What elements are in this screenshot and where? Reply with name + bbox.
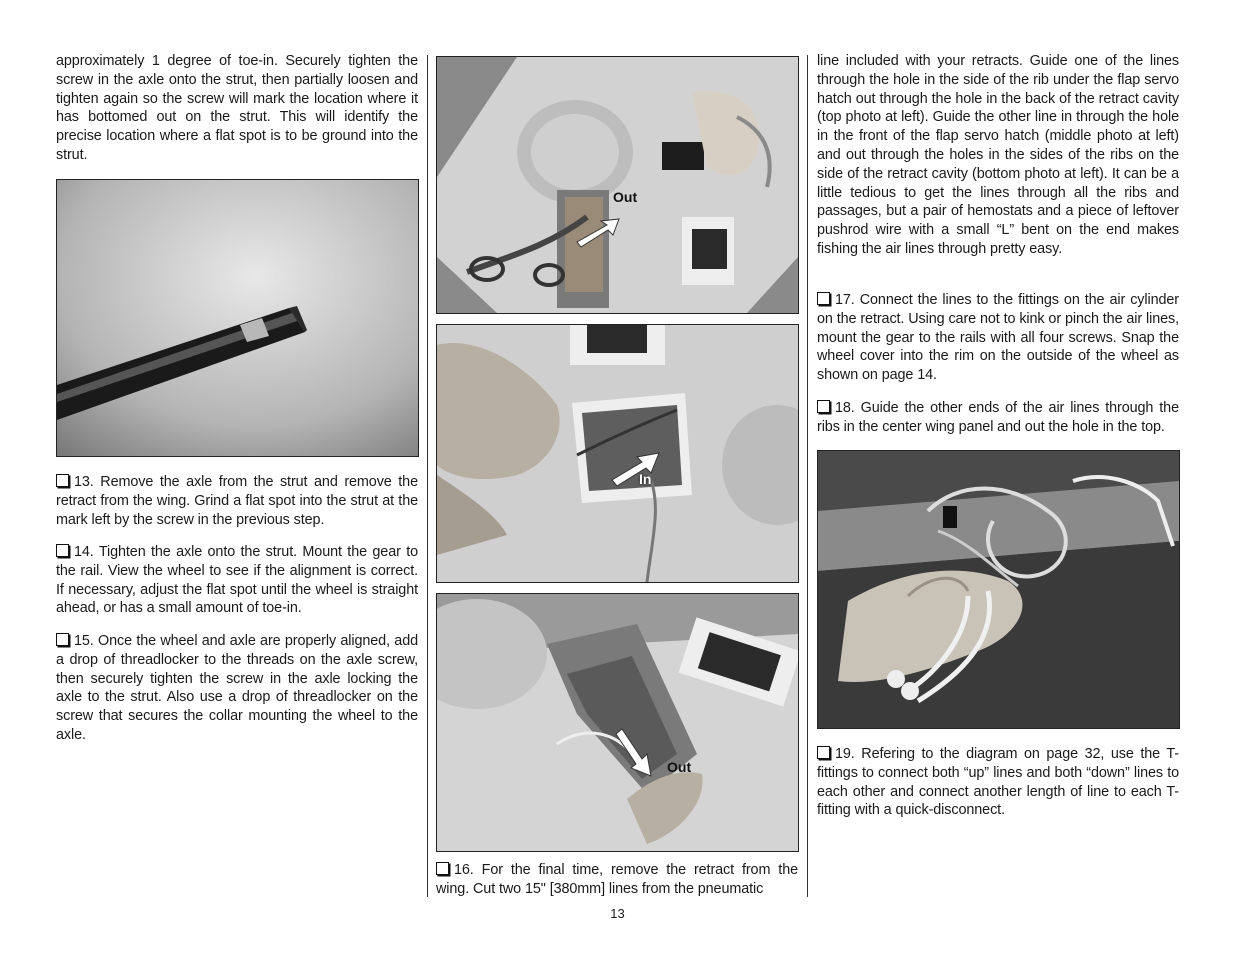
photo-air-lines-hand (817, 450, 1180, 729)
column-divider-right (807, 55, 808, 897)
photo-top-retract-cavity (436, 56, 799, 314)
step-14-text: 14. Tighten the axle onto the strut. Mount the gear to the rail. View the wheel to see if the alignment is correct. If necessary, adjust the flat spot until the wheel is straight ahead, or has a small amount of toe-in. (56, 544, 418, 617)
step-15-block (56, 632, 418, 745)
step-18-text: 18. Guide the other ends of the air lines through the ribs in the center wing panel and out the hole in the top. (817, 400, 1179, 435)
label-out-top: Out (613, 189, 638, 205)
continued-paragraph: line included with your retracts. Guide one of the lines through the hole in the side of the rib under the flap servo hatch out through the hole in the back of the retract cavity (top photo at left). Guide the other line in through the hole in the front of the flap servo hatch (middle photo at left) and out through the holes in the sides of the ribs on the side of the retract cavity (bottom photo at left). It can be a little tedious to get the lines through all the ribs and passages, but a pair of hemostats and a piece of leftover pushrod wire with a small “L” bent on the end makes fishing the air lines through pretty easy. (817, 53, 1179, 257)
checkbox-icon[interactable] (56, 633, 69, 646)
page-number: 13 (610, 906, 625, 921)
step-19-text: 19. Refering to the diagram on page 32, use the T-fittings to connect both “up” lines and both “down” lines to each other and connect another length of line to each T-fitting with a quick-disconnect. (817, 746, 1179, 819)
step-16-text: 16. For the final time, remove the retract from the wing. Cut two 15" [380mm] lines from the pneumatic (436, 862, 798, 897)
step-19-block (817, 745, 1179, 820)
step-17-text: 17. Connect the lines to the fittings on the air cylinder on the retract. Using care not to kink or pinch the air lines, mount the gear to the rails with all four screws. Snap the wheel cover into the rim on the outside of the wheel as shown on page 14. (817, 292, 1179, 384)
photo-middle-flap-hatch (436, 324, 799, 583)
column-right (817, 52, 1179, 259)
checkbox-icon[interactable] (56, 544, 69, 557)
checkbox-icon[interactable] (436, 862, 449, 875)
checkbox-icon[interactable] (817, 292, 830, 305)
label-in-middle: In (639, 471, 652, 487)
step-18-block (817, 399, 1179, 437)
step-16-block (436, 861, 798, 899)
intro-paragraph: approximately 1 degree of toe-in. Securely tighten the screw in the axle onto the strut, then partially loosen and tighten again so the screw will mark the location where it has bottomed out on the strut. This will identify the precise location where a flat spot is to be ground into the strut. (56, 53, 418, 163)
step-14-block (56, 543, 418, 618)
checkbox-icon[interactable] (56, 474, 69, 487)
step-15-text: 15. Once the wheel and axle are properly aligned, add a drop of threadlocker to the threads on the axle screw, then securely tighten the screw in the axle locking the axle to the strut. Also use a drop of threadlocker on the screw that secures the collar mounting the wheel to the axle. (56, 633, 418, 743)
photo-bottom-retract-cavity (436, 593, 799, 852)
column-divider-left (427, 55, 428, 897)
checkbox-icon[interactable] (817, 400, 830, 413)
checkbox-icon[interactable] (817, 746, 830, 759)
step-13-block (56, 473, 418, 529)
step-13-text: 13. Remove the axle from the strut and remove the retract from the wing. Grind a flat spot into the strut at the mark left by the screw in the previous step. (56, 474, 418, 528)
label-out-bottom: Out (667, 759, 692, 775)
step-17-block (817, 291, 1179, 385)
column-left (56, 52, 418, 165)
photo-strut-flat-spot (56, 179, 419, 457)
